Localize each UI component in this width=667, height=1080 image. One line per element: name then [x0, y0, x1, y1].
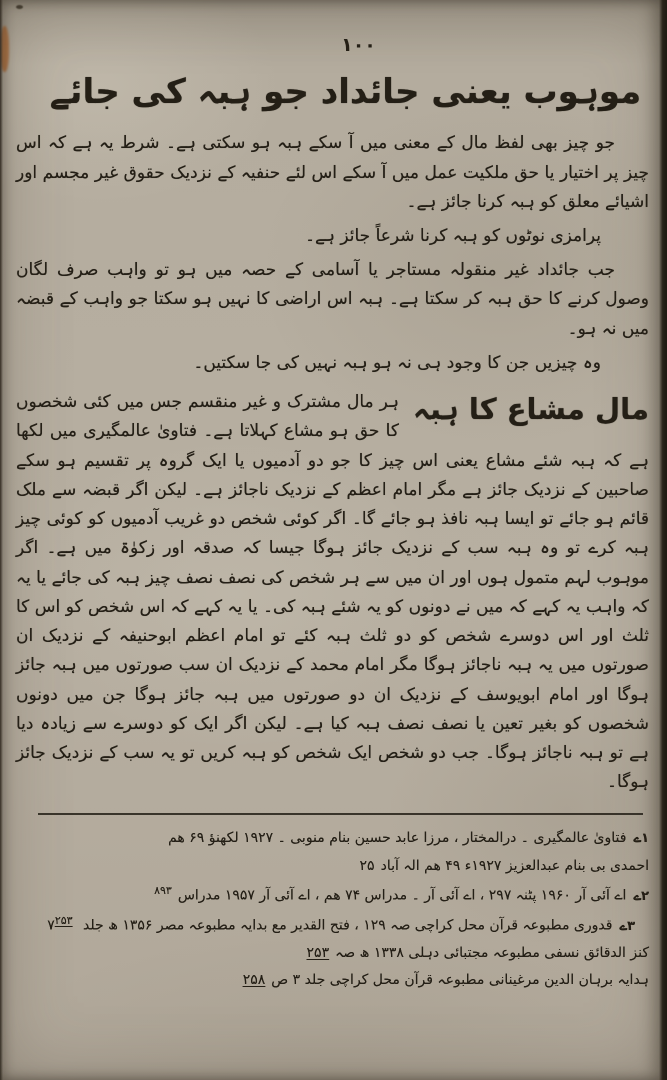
footnote-line [16, 940, 649, 967]
footnote-line [16, 880, 649, 910]
footnote-marker: ۲ے [633, 888, 649, 904]
footnote-line [16, 853, 649, 880]
footnote-marker: ۱ے [633, 831, 649, 847]
paragraph-nonexistent-things: وہ چیزیں جن کا وجود ہی نہ ہو ہبہ نہیں کی جا سکتیں۔ [193, 352, 601, 373]
page-number: ۱۰۰ [341, 34, 376, 56]
footnote-line [16, 825, 649, 852]
paragraph-mal-definition: جو چیز بھی لفظ مال کے معنی میں آ سکے ہبہ ہو سکتی ہے۔ شرط یہ ہے کہ اس چیز پر اختیار یا حق ملکیت عمل میں آ سکے اس لئے حنفیہ کے نزدیک حقوق غیر مجسم اور اشیائے معلق کو ہبہ کرنا جائز ہے۔ [16, 133, 649, 212]
footnote-page-ref: ۲۵۸ [242, 972, 266, 989]
footnotes-block [16, 825, 649, 994]
chapter-heading: موہوب یعنی جائداد جو ہبہ کی جائے [49, 72, 642, 112]
footnote-text: فتاویٰ عالمگیری ۔ درالمختار ، مرزا عابد حسین بنام منوبی ۔ ۱۹۲۷ لکھنؤ ۶۹ ھم [168, 830, 627, 847]
footnote-text: قدوری مطبوعہ قرآن محل کراچی صہ ۱۲۹ ، فتح القدیر مع بدایہ مطبوعہ مصر ۱۳۵۶ ھ جلد ۷ [47, 917, 613, 934]
section-mushaa-gift [16, 388, 649, 797]
footnote-text: احمدی بی بنام عبدالعزیز ۱۹۲۷ء ۴۹ ھم الہ آباد [380, 857, 649, 874]
footnote-page-ref: ۸۹۳ [154, 884, 172, 898]
footnote-marker: ۳ے [619, 918, 635, 934]
footnote-text: اے آئی آر ۱۹۶۰ پٹنہ ۲۹۷ ، اے آئی آر ۔ مدراس ۷۴ ھم ، اے آئی آر ۱۹۵۷ مدراس [177, 887, 627, 904]
section-body-text: ہر مال مشترک و غیر منقسم جس میں کئی شخصوں کا حق ہو مشاع کہلاتا ہے۔ فتاویٰ عالمگیری میں لکھا ہے کہ ہبہ شئے مشاع یعنی اس چیز کا جو دو آدمیوں یا ایک گروہ پر تقسیم ہو سکے صاحبین کے نزدیک جائز ہے مگر امام اعظم کے نزدیک ناجائز ہے۔ لیکن اگر قبضہ سے ملک قائم ہو جائے تو ایسا ہبہ نافذ ہو جائے گا۔ اگر کوئی شخص دو غریب آدمیوں کو کوئی چیز ہبہ کرے تو وہ ہبہ سب کے نزدیک جائز ہوگا جیسا کہ صدقہ اور زکوٰۃ میں ہے۔ اگر موہوب لہم متمول ہوں اور ان میں سے ہر شخص کی نصف نصف چیز ہبہ کی جائے یا یہ کہ واہب یہ کہے کہ میں نے دونوں کو یہ شئے ہبہ کی۔ یا یہ کہے کہ اس شخص کو اس کا ثلث اور اس دوسرے شخص کو دو ثلث ہبہ کئے تو امام اعظم ابوحنیفہ کے نزدیک ان صورتوں میں یہ ہبہ ناجائز ہوگا مگر امام محمد کے نزدیک ان سب صورتوں میں ہبہ جائز ہوگا اور امام ابویوسف کے نزدیک ان دو صورتوں میں ہبہ جائز ہوگا جن میں دونوں شخصوں کو بغیر تعین یا نصف نصف ہبہ کیا ہے۔ لیکن اگر ایک کو دوسرے سے زیادہ دیا ہے تو ہبہ ناجائز ہوگا۔ جب دو شخص ایک شخص کو ہبہ کریں تو یہ سب کے نزدیک جائز ہوگا۔ [16, 392, 649, 793]
footnote-text: کنز الدقائق نسفی مطبوعہ مجتبائی دہلی ۱۳۳۸ ھ صہ [335, 944, 649, 961]
footnote-line [16, 967, 649, 994]
footnote-page-ref: ۲۵ [359, 857, 375, 874]
footnote-text: ہدایہ برہان الدین مرغینانی مطبوعہ قرآن محل کراچی جلد ۳ ص [271, 972, 649, 989]
footnote-page-ref: ۲۵۳ [306, 944, 330, 961]
section-lead-heading: مال مشاع کا ہبہ [412, 392, 649, 427]
footnote-divider [38, 813, 643, 815]
paragraph-immovable-property: جب جائداد غیر منقولہ مستاجر یا آسامی کے حصہ میں ہو تو واہب صرف لگان وصول کرنے کا حق ہبہ کر سکتا ہے۔ ہبہ اس اراضی کا نہیں ہو سکتا جو واہب کے قبضہ میں نہ ہو۔ [16, 260, 649, 339]
footnote-line [16, 910, 635, 940]
paragraph-promissory-notes: پرامزی نوٹوں کو ہبہ کرنا شرعاً جائز ہے۔ [305, 226, 601, 246]
footnote-page-ref: ۲۵۳ [54, 914, 73, 927]
